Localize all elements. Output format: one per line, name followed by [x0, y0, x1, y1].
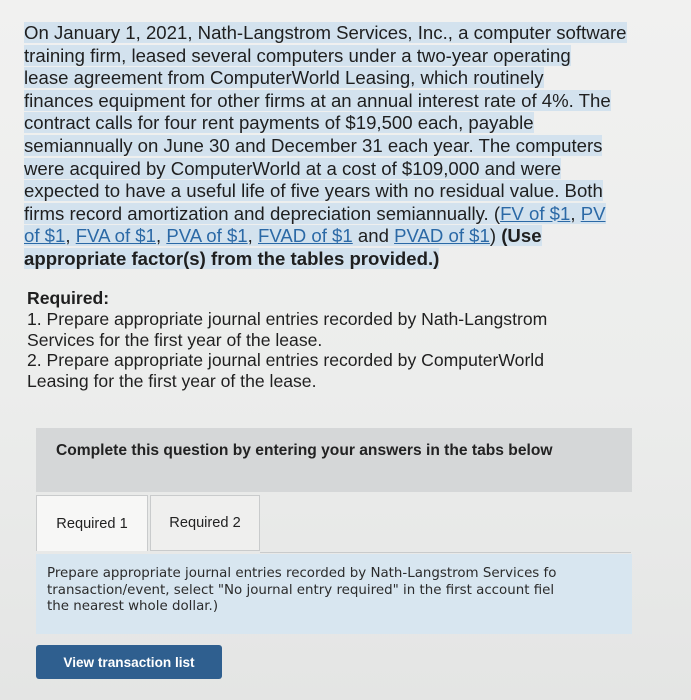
- tab-divider: [260, 552, 631, 553]
- pvad-of-1-link[interactable]: PVAD of $1: [394, 225, 490, 247]
- tab-required-2[interactable]: Required 2: [150, 495, 260, 551]
- fva-of-1-link[interactable]: FVA of $1: [75, 225, 156, 247]
- view-transaction-list-button[interactable]: View transaction list: [36, 645, 222, 679]
- instructions-text: Prepare appropriate journal entries recorded by Nath-Langstrom Services fo transaction/event, select "No journal entry required" in the first account fiel the nearest whole dollar.): [47, 566, 557, 615]
- problem-line: were acquired by ComputerWorld at a cost of $109,000 and were: [24, 157, 562, 179]
- tab-required-1[interactable]: Required 1: [36, 495, 148, 551]
- pv-of-1-link-cont[interactable]: of $1: [24, 225, 66, 247]
- banner-text: Complete this question by entering your answers in the tabs below: [56, 442, 553, 459]
- pv-of-1-link[interactable]: PV: [580, 202, 606, 224]
- required-item-1: 1. Prepare appropriate journal entries recorded by Nath-Langstrom: [27, 308, 548, 329]
- required-item-1-cont: Services for the first year of the lease.: [27, 329, 323, 350]
- tab-instructions: [36, 554, 632, 634]
- problem-line: contract calls for four rent payments of $19,500 each, payable: [24, 112, 534, 134]
- problem-line: firms record amortization and depreciation semiannually. (: [24, 202, 501, 224]
- required-section: [27, 288, 627, 392]
- problem-line: finances equipment for other firms at an annual interest rate of 4%. The: [24, 89, 611, 111]
- problem-connector: ): [489, 225, 502, 247]
- use-note-cont: appropriate factor(s) from the tables provided.): [24, 247, 440, 269]
- instructions-banner: [36, 428, 632, 492]
- required-item-2: 2. Prepare appropriate journal entries recorded by ComputerWorld: [27, 350, 545, 371]
- problem-connector: and: [352, 225, 395, 247]
- problem-line: semiannually on June 30 and December 31 each year. The computers: [24, 134, 603, 156]
- fv-of-1-link[interactable]: FV of $1: [500, 202, 571, 224]
- required-title: Required:: [27, 288, 110, 308]
- pva-of-1-link[interactable]: PVA of $1: [166, 225, 248, 247]
- problem-line: lease agreement from ComputerWorld Leasing, which routinely: [24, 67, 544, 89]
- problem-line: expected to have a useful life of five years with no residual value. Both: [24, 180, 603, 202]
- problem-line: On January 1, 2021, Nath-Langstrom Services, Inc., a computer software: [24, 22, 627, 43]
- fvad-of-1-link[interactable]: FVAD of $1: [258, 225, 353, 247]
- use-note: (Use: [501, 225, 542, 247]
- required-item-2-cont: Leasing for the first year of the lease.: [27, 371, 317, 392]
- problem-statement: On January 1, 2021, Nath-Langstrom Services, Inc., a computer software training firm, leased several computers under a two-year operating lease agreement from ComputerWorld Leasing, which routinely finances equipment for other firms at an annual interest rate of 4%. The contract calls for four rent payments of $19,500 each, payable semiannually on June 30 and December 31 each year. The computers were acquired by ComputerWorld at a cost of $109,000 and were expected to have a useful life of five years with no residual value. Both firms record amortization and depreciation semiannually. (FV of $1, PV of $1, FVA of $1, PVA of $1, FVAD of $1 and PVAD of $1) (Use appropriate factor(s) from the tables provided.): [24, 22, 627, 269]
- problem-line: training firm, leased several computers under a two-year operating: [24, 44, 571, 66]
